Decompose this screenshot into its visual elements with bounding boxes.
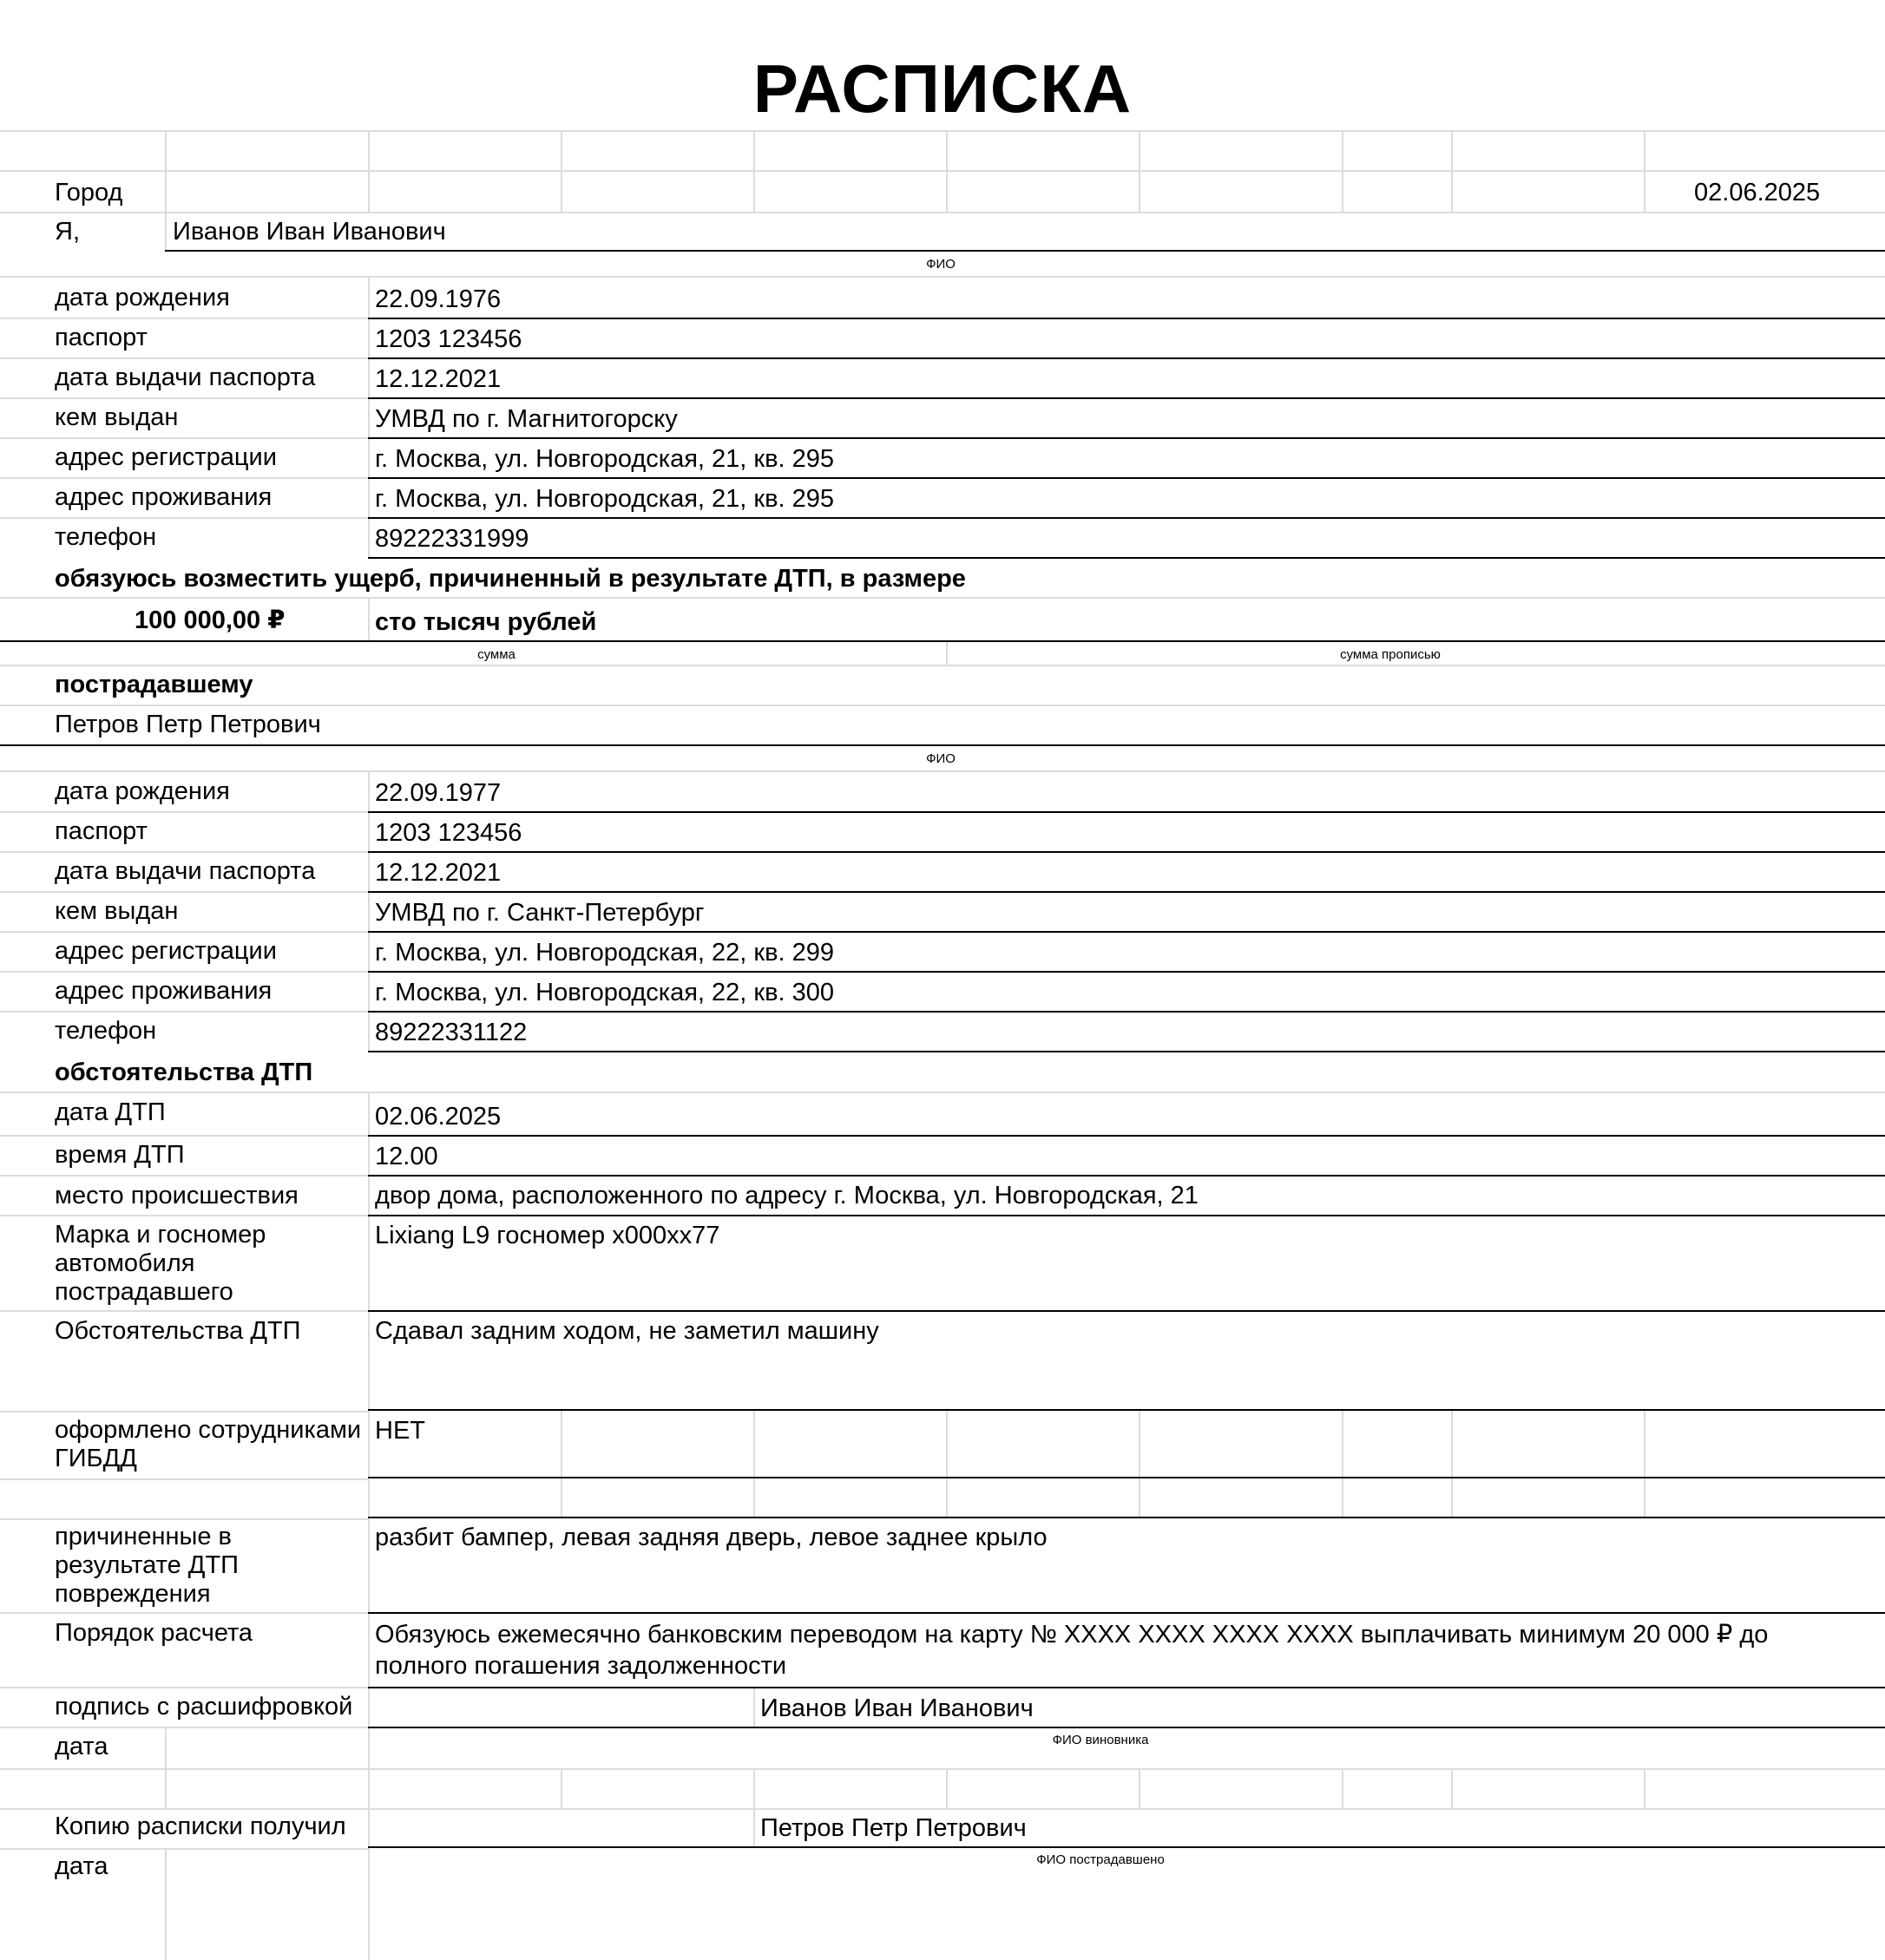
accident-place-label: место происшествия: [55, 1182, 299, 1209]
grid-line: [0, 665, 1885, 666]
grid-line: [368, 599, 370, 642]
grid-line: [753, 1768, 755, 1808]
field-value: 1203 123456: [375, 819, 522, 847]
grid-line: [0, 517, 368, 519]
field-value: 22.09.1977: [375, 779, 502, 807]
damage-value: разбит бампер, левая задняя дверь, левое заднее крыло: [375, 1524, 1048, 1551]
gibdd-value: НЕТ: [375, 1417, 425, 1445]
grid-line: [0, 597, 1885, 599]
grid-line: [0, 1215, 368, 1216]
i-label: Я,: [55, 218, 80, 246]
city-label: Город: [55, 179, 123, 206]
field-value: 12.12.2021: [375, 859, 502, 887]
circumstances-label: Обстоятельства ДТП: [55, 1317, 301, 1345]
underline: [368, 1409, 1885, 1411]
date-label: дата: [55, 1733, 108, 1760]
grid-line: [0, 811, 368, 813]
grid-line: [1139, 1768, 1140, 1808]
grid-line: [1342, 1411, 1343, 1518]
damage-label: причиненные в результате ДТП повреждения: [55, 1523, 240, 1608]
field-value: г. Москва, ул. Новгородская, 22, кв. 300: [375, 979, 834, 1006]
grid-line: [946, 1411, 948, 1518]
document-title: РАСПИСКА: [752, 50, 1133, 127]
field-value: г. Москва, ул. Новгородская, 21, кв. 295: [375, 445, 834, 473]
amount-words-caption: сумма прописью: [1340, 647, 1441, 662]
grid-line: [946, 1768, 948, 1808]
debtor-name: Иванов Иван Иванович: [173, 218, 446, 246]
field-label: дата рождения: [55, 284, 230, 311]
grid-line: [561, 1411, 562, 1518]
underline: [368, 477, 1885, 479]
underline: [368, 1051, 1885, 1052]
grid-line: [1451, 1768, 1453, 1808]
underline: [368, 1687, 1885, 1688]
field-value: 1203 123456: [375, 325, 522, 353]
field-value: 22.09.1976: [375, 285, 502, 313]
underline: [368, 357, 1885, 359]
grid-line: [368, 1848, 370, 1960]
underline: [368, 1517, 1885, 1518]
grid-line: [0, 1478, 368, 1480]
underline: [368, 1215, 1885, 1216]
underline: [368, 1846, 1885, 1848]
grid-line: [753, 1808, 755, 1848]
accident-date-label: дата ДТП: [55, 1098, 166, 1126]
grid-line: [0, 1727, 368, 1728]
circumstances-value: Сдавал задним ходом, не заметил машину: [375, 1317, 879, 1345]
field-label: адрес регистрации: [55, 937, 277, 965]
grid-line: [0, 1518, 368, 1520]
grid-line: [0, 1848, 368, 1850]
grid-line: [0, 318, 368, 319]
grid-line: [0, 770, 1885, 772]
grid-line: [1342, 1768, 1343, 1808]
victim-fio-caption: ФИО пострадавшено: [1036, 1852, 1165, 1867]
debtor-fio-caption: ФИО виновника: [1052, 1733, 1149, 1747]
field-value: УМВД по г. Санкт-Петербург: [375, 899, 705, 927]
grid-line: [0, 212, 165, 213]
victim-heading: пострадавшему: [55, 671, 253, 698]
grid-line: [368, 1518, 370, 1687]
underline: [0, 744, 1885, 746]
grid-line: [0, 437, 368, 439]
underline: [368, 1310, 1885, 1312]
grid-line: [368, 772, 370, 1052]
underline: [368, 891, 1885, 893]
grid-line: [0, 170, 1885, 172]
grid-line: [1644, 1768, 1645, 1808]
grid-line: [0, 357, 368, 359]
grid-line: [0, 891, 368, 893]
field-value: г. Москва, ул. Новгородская, 22, кв. 299: [375, 939, 834, 967]
field-label: паспорт: [55, 324, 148, 351]
field-label: телефон: [55, 1017, 157, 1045]
underline: [368, 811, 1885, 813]
field-label: адрес регистрации: [55, 443, 277, 471]
field-label: дата выдачи паспорта: [55, 857, 316, 885]
payment-label: Порядок расчета: [55, 1619, 253, 1647]
obligation-text: обязуюсь возместить ущерб, причиненный в результате ДТП, в размере: [55, 565, 966, 593]
grid-line: [368, 1411, 370, 1518]
underline: [0, 640, 1885, 642]
accident-heading: обстоятельства ДТП: [55, 1059, 313, 1086]
car-label: Марка и госномер автомобиля пострадавшего: [55, 1221, 266, 1306]
field-label: паспорт: [55, 817, 148, 845]
grid-line: [0, 1808, 1885, 1810]
underline: [368, 517, 1885, 519]
debtor-signature-name: Иванов Иван Иванович: [760, 1695, 1034, 1722]
grid-line: [561, 1768, 562, 1808]
grid-line: [1644, 1411, 1645, 1518]
amount-words: сто тысяч рублей: [375, 608, 597, 636]
grid-line: [0, 130, 1885, 132]
underline: [368, 437, 1885, 439]
grid-line: [165, 1727, 167, 1808]
field-label: дата выдачи паспорта: [55, 364, 316, 391]
underline: [165, 250, 1885, 252]
underline: [368, 851, 1885, 853]
underline: [368, 1727, 1885, 1728]
grid-line: [0, 1175, 368, 1177]
grid-line: [753, 1687, 755, 1727]
accident-date-value: 02.06.2025: [375, 1103, 502, 1131]
underline: [368, 1175, 1885, 1177]
grid-line: [0, 705, 1885, 706]
grid-line: [946, 642, 948, 665]
grid-line: [1139, 1411, 1140, 1518]
victim-signature-name: Петров Петр Петрович: [760, 1814, 1027, 1842]
grid-line: [0, 1310, 368, 1312]
document-date: 02.06.2025: [1694, 179, 1821, 206]
field-value: г. Москва, ул. Новгородская, 21, кв. 295: [375, 485, 834, 513]
field-label: адрес проживания: [55, 483, 273, 511]
grid-line: [165, 1848, 167, 1960]
grid-line: [368, 278, 370, 557]
grid-line: [753, 1411, 755, 1518]
grid-line: [0, 1091, 1885, 1093]
fio-caption: ФИО: [926, 257, 956, 272]
underline: [368, 1477, 1885, 1478]
gibdd-label: оформлено сотрудниками ГИБДД: [55, 1416, 362, 1472]
amount-caption: сумма: [477, 647, 516, 662]
field-value: 89222331122: [375, 1019, 528, 1046]
field-label: кем выдан: [55, 897, 179, 925]
grid-line: [0, 1135, 368, 1137]
payment-value: Обязуюсь ежемесячно банковским переводом на карту № XXXX XXXX XXXX XXXX выплачивать минимум 20 000 ₽ до полного погашения задолженности: [375, 1621, 1769, 1680]
accident-time-label: время ДТП: [55, 1141, 185, 1169]
field-label: дата рождения: [55, 777, 230, 805]
grid-line: [368, 1768, 370, 1808]
underline: [368, 318, 1885, 319]
grid-line: [0, 971, 368, 973]
underline: [368, 557, 1885, 559]
grid-line: [368, 1808, 370, 1848]
grid-line: [0, 1612, 368, 1614]
victim-name: Петров Петр Петрович: [55, 711, 321, 738]
underline: [368, 1135, 1885, 1137]
grid-line: [0, 851, 368, 853]
grid-line: [0, 276, 1885, 278]
grid-line: [368, 1091, 370, 1411]
grid-line: [0, 931, 368, 933]
grid-line: [0, 1411, 368, 1413]
grid-line: [165, 212, 167, 252]
copy-received-label: Копию расписки получил: [55, 1813, 346, 1840]
underline: [368, 1011, 1885, 1013]
amount: 100 000,00 ₽: [135, 606, 286, 634]
date-label: дата: [55, 1852, 108, 1880]
accident-place-value: двор дома, расположенного по адресу г. Москва, ул. Новгородская, 21: [375, 1182, 1199, 1209]
car-value: Lixiang L9 госномер х000хх77: [375, 1222, 720, 1249]
fio-caption: ФИО: [926, 751, 956, 766]
accident-time-value: 12.00: [375, 1143, 438, 1170]
field-label: адрес проживания: [55, 977, 273, 1005]
grid-line: [0, 1011, 368, 1013]
field-label: телефон: [55, 523, 157, 551]
underline: [368, 397, 1885, 399]
grid-line: [0, 477, 368, 479]
grid-line: [0, 1687, 368, 1688]
underline: [368, 931, 1885, 933]
field-label: кем выдан: [55, 403, 179, 431]
grid-line: [0, 1768, 1885, 1770]
underline: [368, 971, 1885, 973]
signature-label: подпись с расшифровкой: [55, 1693, 353, 1721]
field-value: 12.12.2021: [375, 365, 502, 393]
grid-line: [1451, 1411, 1453, 1518]
grid-line: [165, 212, 1885, 213]
underline: [368, 1612, 1885, 1614]
field-value: 89222331999: [375, 525, 529, 553]
grid-line: [0, 397, 368, 399]
field-value: УМВД по г. Магнитогорску: [375, 405, 678, 433]
